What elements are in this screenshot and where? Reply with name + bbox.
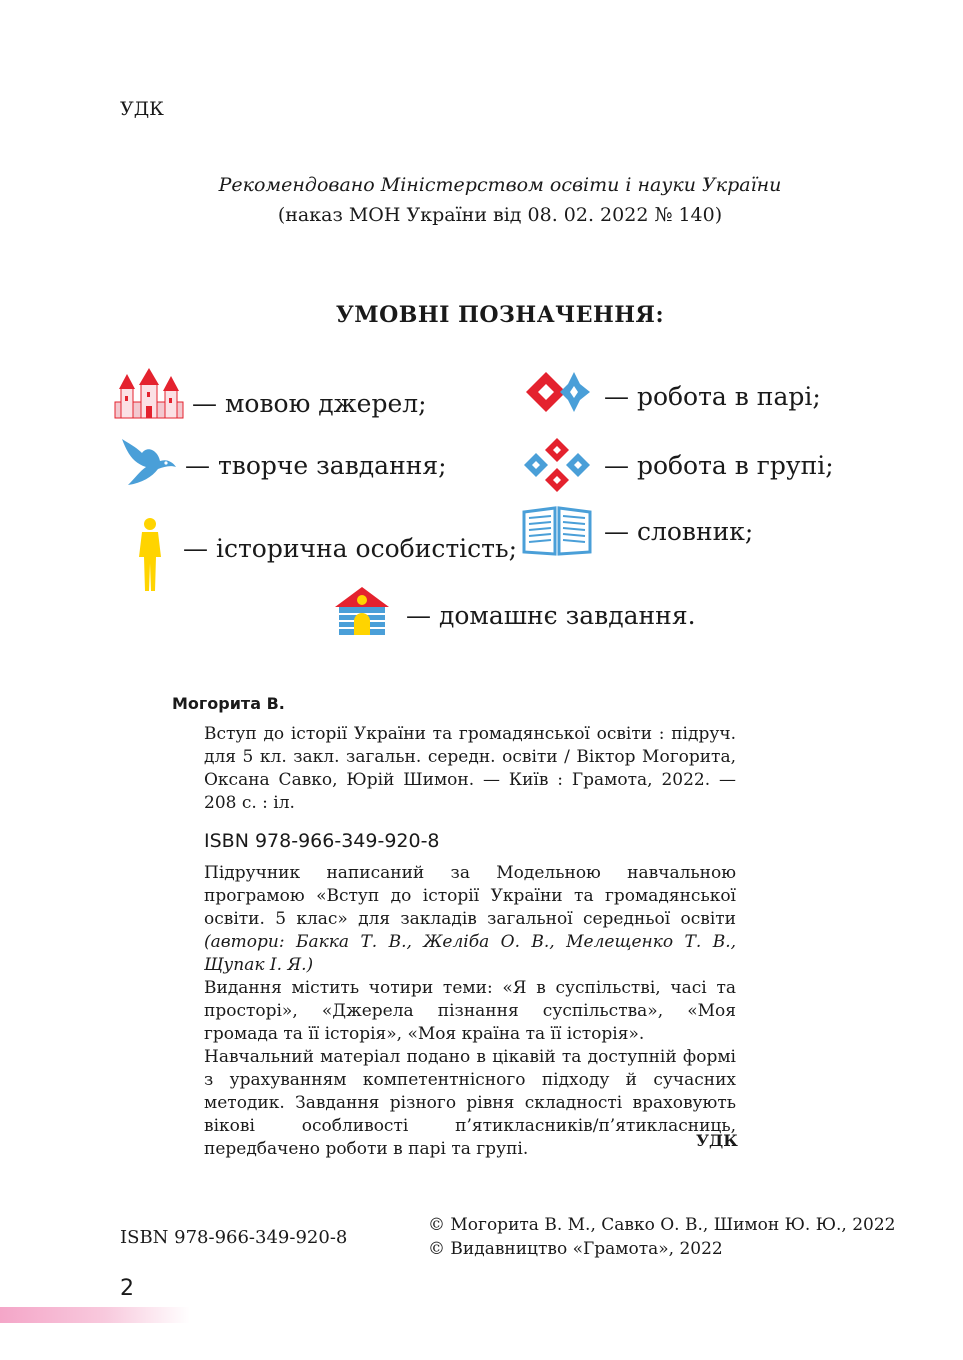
catalog-isbn: ISBN 978-966-349-920-8 [204,830,440,852]
legend-label-dictionary: — словник; [604,517,754,546]
page-number: 2 [120,1276,134,1301]
dove-icon [118,437,178,489]
annotation-paragraph-1 [172,862,736,977]
book-icon [522,504,592,556]
order-text: (наказ МОН України від 08. 02. 2022 № 140) [277,204,723,226]
catalog-description-text: Вступ до історії України та громадянської освіти : підруч. для 5 кл. закл. загальн. середн. освіти / Віктор Могорита, Оксана Савко, Юрій Шимон. — Київ : Грамота, 2022. — 208 с. : іл. [204,724,736,813]
legend-label-person: — історична особистість; [183,534,518,563]
legend-label-sources: — мовою джерел; [192,389,427,418]
catalog-author: Могорита В. [172,694,285,713]
udk-label: УДК [120,98,164,120]
annotation-paragraph-2: Видання містить чотири теми: «Я в суспільстві, часі та просторі», «Джерела пізнання суспільства», «Моя громада та її історія», «Моя країна та її історія». [204,978,736,1044]
legend-label-pair: — робота в парі; [604,382,821,411]
copyright-publisher: © Видавництво «Грамота», 2022 [428,1239,723,1259]
decorative-bar [0,1307,190,1323]
legend-label-group: — робота в групі; [604,451,834,480]
legend-title: УМОВНІ ПОЗНАЧЕННЯ: [335,302,665,328]
copyright-block [428,1213,895,1261]
castle-icon [113,368,185,420]
pair-work-icon [524,370,592,414]
recommendation-text: Рекомендовано Міністерством освіти і науки України [218,174,782,196]
legend-label-homework: — домашнє завдання. [406,601,696,630]
annotation-paragraph-3: Навчальний матеріал подано в цікавій та доступній формі з урахуванням компетентнісного підходу й сучасних методик. Завдання різного рівня складності враховують вікові особливості п’ятикласників/п’ятикласниць, передбачено роботи в парі та групі. [204,1047,736,1159]
catalog-annotation [172,862,736,1161]
catalog-description [172,723,736,815]
footer-isbn: ISBN 978-966-349-920-8 [120,1227,348,1248]
recommendation-block [0,170,963,230]
copyright-authors: © Могорита В. М., Савко О. В., Шимон Ю. Ю., 2022 [428,1215,896,1235]
person-icon [134,517,166,593]
legend-label-creative: — творче завдання; [185,451,447,480]
catalog-udk: УДК [696,1131,738,1150]
house-icon [333,585,391,637]
annotation-authors: (автори: Бакка Т. В., Желіба О. В., Мелещенко Т. В., Щупак І. Я.) [204,932,736,975]
annotation-paragraph-1-text: Підручник написаний за Модельною навчальною програмою «Вступ до історії України та громадянської освіти. 5 клас» для закладів загальної середньої освіти [204,863,736,929]
group-work-icon [522,436,592,494]
